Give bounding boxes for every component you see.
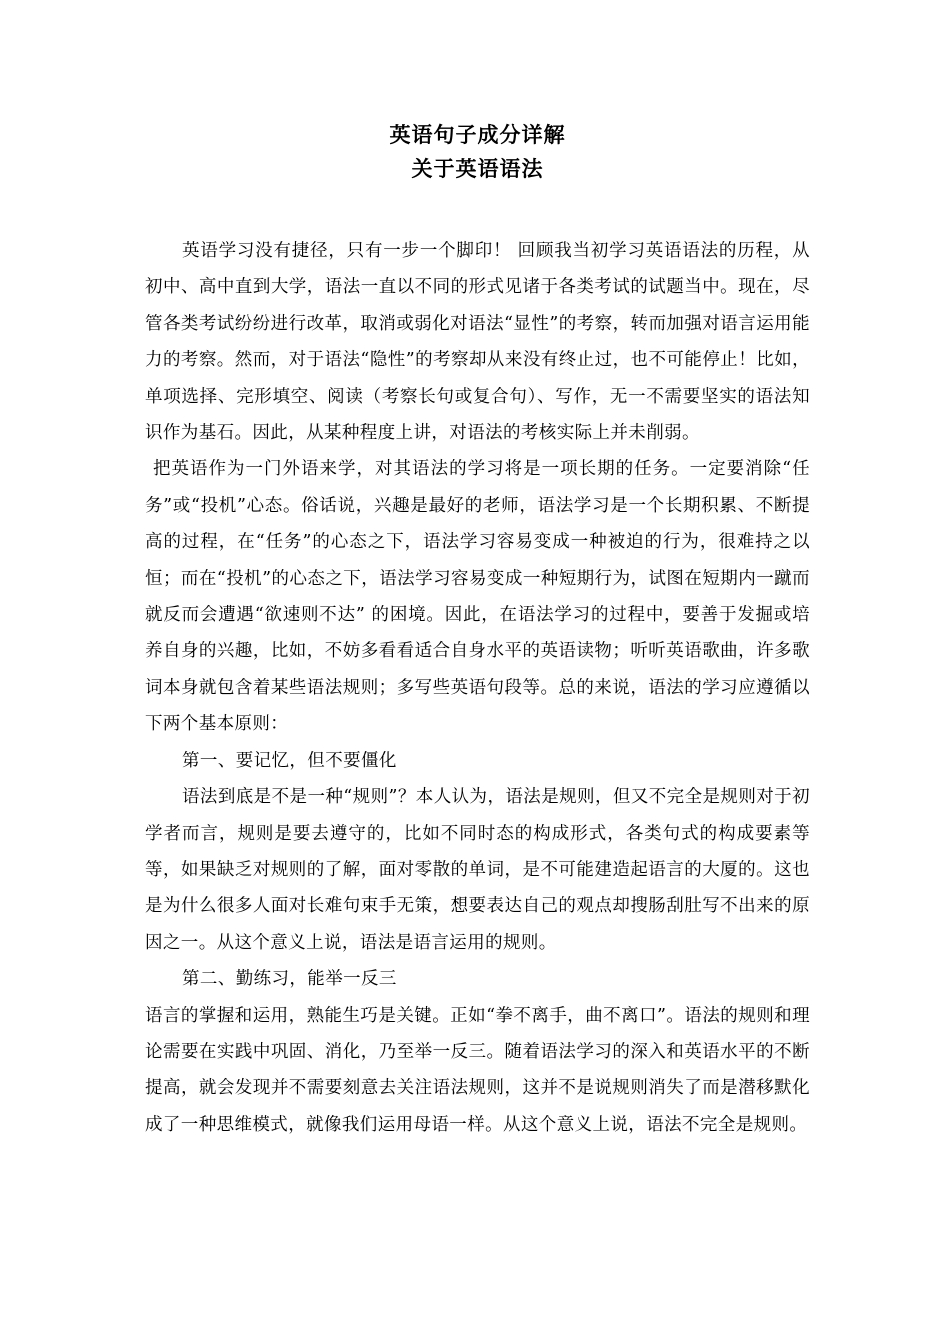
principle-one-heading: 第一、要记忆，但不要僵化 xyxy=(182,750,397,771)
title-block xyxy=(145,118,810,186)
document-page xyxy=(145,118,810,1143)
paragraph-intro: 英语学习没有捷径，只有一步一个脚印！ 回顾我当初学习英语语法的历程，从初中、高中直到大学，语法一直以不同的形式见诸于各类考试的试题当中。现在，尽管各类考试纷纷进行改革，取消或弱化对语法“显性”的考察，转而加强对语言运用能力的考察。然而，对于语法“隐性”的考察却从来没有终止过，也不可能停止！比如，单项选择、完形填空、阅读（考察长句或复合句）、写作，无一不需要坚实的语法知识作为基石。因此，从某种程度上讲，对语法的考核实际上并未削弱。 xyxy=(145,241,810,444)
paragraph-principle-one: 语法到底是不是一种“规则”？本人认为，语法是规则，但又不完全是规则对于初学者而言，规则是要去遵守的，比如不同时态的构成形式，各类句式的构成要素等等，如果缺乏对规则的了解，面对零散的单词，是不可能建造起语言的大厦的。这也是为什么很多人面对长难句束手无策，想要表达自己的观点却搜肠刮肚写不出来的原因之一。从这个意义上说，语法是语言运用的规则。 xyxy=(145,787,810,953)
paragraph-long-term-task: 把英语作为一门外语来学，对其语法的学习将是一项长期的任务。一定要消除“任务”或“投机”心态。俗话说，兴趣是最好的老师，语法学习是一个长期积累、不断提高的过程，在“任务”的心态之下，语法学习容易变成一种被迫的行为，很难持之以恒；而在“投机”的心态之下，语法学习容易变成一种短期行为，试图在短期内一蹴而就反而会遭遇“欲速则不达” 的困境。因此，在语法学习的过程中，要善于发掘或培养自身的兴趣，比如，不妨多看看适合自身水平的英语读物；听听英语歌曲，许多歌词本身就包含着某些语法规则；多写些英语句段等。总的来说，语法的学习应遵循以下两个基本原则： xyxy=(145,459,810,735)
paragraph-principle-two: 语言的掌握和运用，熟能生巧是关键。正如“拳不离手，曲不离口”。语法的规则和理论需要在实践中巩固、消化，乃至举一反三。随着语法学习的深入和英语水平的不断提高，就会发现并不需要刻意去关注语法规则，这并不是说规则消失了而是潜移默化成了一种思维模式，就像我们运用母语一样。从这个意义上说，语法不完全是规则。 xyxy=(145,1005,810,1135)
document-title: 英语句子成分详解 xyxy=(389,122,566,147)
document-subtitle: 关于英语语法 xyxy=(411,156,544,181)
principle-two-heading: 第二、勤练习，能举一反三 xyxy=(182,969,397,990)
